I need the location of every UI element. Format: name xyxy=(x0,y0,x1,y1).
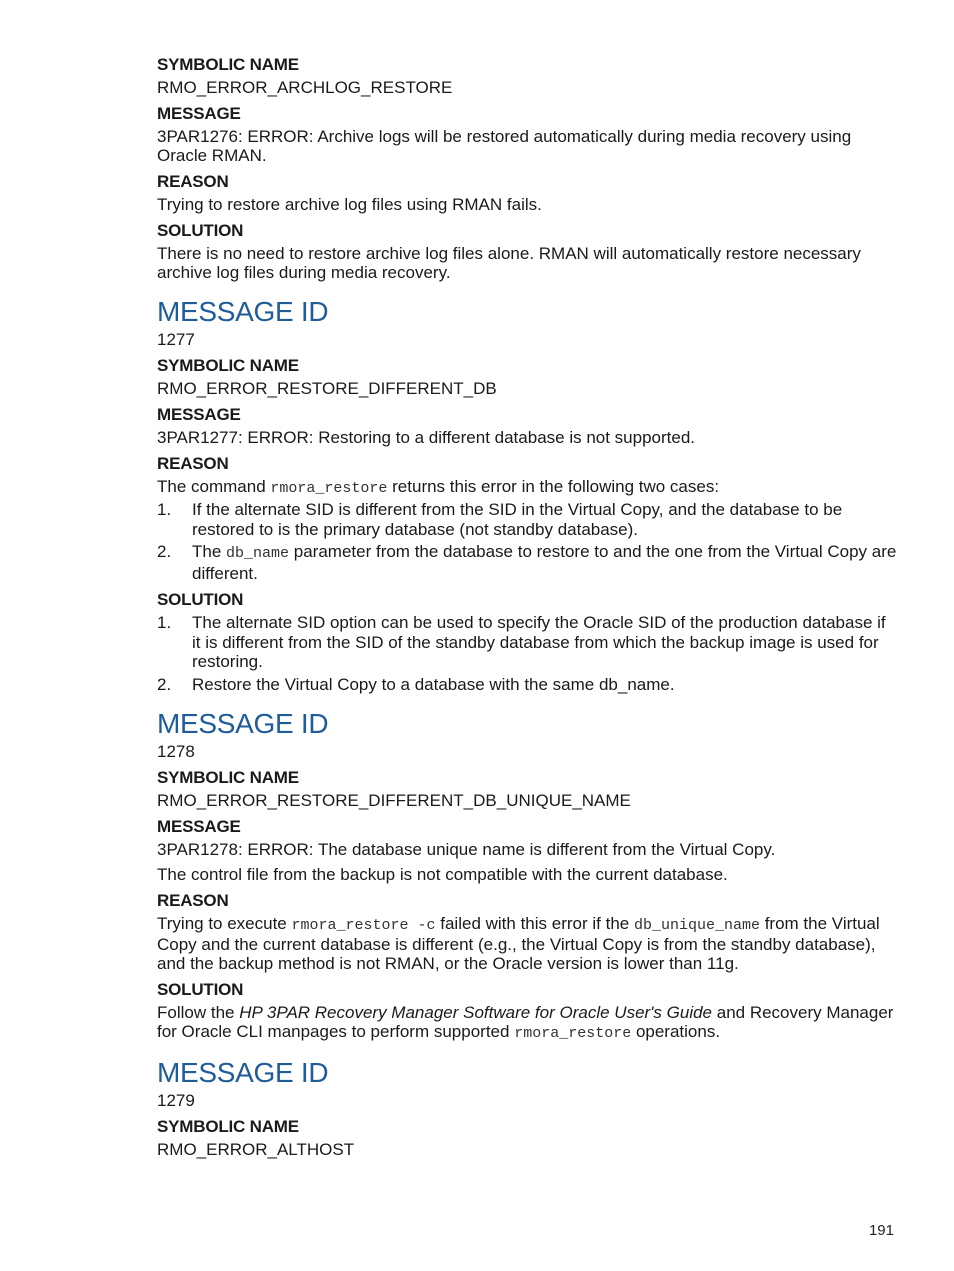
reason-text: The command rmora_restore returns this error in the following two cases: xyxy=(157,477,720,497)
symbolic-name-value: RMO_ERROR_ARCHLOG_RESTORE xyxy=(157,78,453,97)
symbolic-name-value: RMO_ERROR_RESTORE_DIFFERENT_DB xyxy=(157,379,497,398)
message-label: MESSAGE xyxy=(157,104,241,123)
message-id-value: 1279 xyxy=(157,1091,195,1110)
reason-text: Trying to restore archive log files using RMAN fails. xyxy=(157,195,542,214)
reason-label: REASON xyxy=(157,891,229,910)
reason-label: REASON xyxy=(157,454,229,473)
page-number: 191 xyxy=(868,1222,894,1239)
message-label: MESSAGE xyxy=(157,405,241,424)
message-text: 3PAR1278: ERROR: The database unique name is different from the Virtual Copy. xyxy=(157,840,776,859)
message-text-2: The control file from the backup is not compatible with the current database. xyxy=(157,865,728,884)
list-item: 1. The alternate SID option can be used to specify the Oracle SID of the production database if it is different from the SID of the standby database from which the backup image is used for restoring. xyxy=(157,613,886,671)
symbolic-name-label: SYMBOLIC NAME xyxy=(157,55,299,74)
solution-label: SOLUTION xyxy=(157,980,244,999)
list-item: 2. The db_name parameter from the database to restore to and the one from the Virtual Copy are different. xyxy=(157,542,897,583)
reason-list xyxy=(157,500,897,583)
message-text: 3PAR1276: ERROR: Archive logs will be restored automatically during media recovery using Oracle RMAN. xyxy=(157,127,852,165)
solution-label: SOLUTION xyxy=(157,590,244,609)
code-rmora-restore-c: rmora_restore -c xyxy=(291,917,436,934)
symbolic-name-value: RMO_ERROR_RESTORE_DIFFERENT_DB_UNIQUE_NAME xyxy=(157,791,631,810)
code-db-name: db_name xyxy=(226,545,290,562)
code-rmora-restore: rmora_restore xyxy=(514,1025,632,1042)
message-id-value: 1278 xyxy=(157,742,195,761)
symbolic-name-label: SYMBOLIC NAME xyxy=(157,768,299,787)
solution-text: There is no need to restore archive log files alone. RMAN will automatically restore necessary archive log files during media recovery. xyxy=(157,244,861,282)
symbolic-name-label: SYMBOLIC NAME xyxy=(157,356,299,375)
list-item: 2. Restore the Virtual Copy to a database with the same db_name. xyxy=(157,674,675,694)
code-rmora-restore: rmora_restore xyxy=(270,480,388,497)
solution-list xyxy=(157,613,897,694)
message-id-heading: MESSAGE ID xyxy=(157,296,329,327)
message-id-heading: MESSAGE ID xyxy=(157,1057,329,1088)
symbolic-name-label: SYMBOLIC NAME xyxy=(157,1117,299,1136)
message-id-value: 1277 xyxy=(157,330,195,349)
page-content xyxy=(157,54,897,1159)
reason-label: REASON xyxy=(157,172,229,191)
code-db-unique-name: db_unique_name xyxy=(633,917,760,934)
solution-label: SOLUTION xyxy=(157,221,244,240)
reason-text: Trying to execute rmora_restore -c failed with this error if the db_unique_name from the Virtual Copy and the current database is different (e.g., the Virtual Copy is from the standby database), and the backup method is not RMAN, or the Oracle version is lower than 11g. xyxy=(157,914,880,973)
list-item: 1. If the alternate SID is different from the SID in the Virtual Copy, and the database to be restored to is the primary database (not standby database). xyxy=(157,500,843,539)
message-id-heading: MESSAGE ID xyxy=(157,708,329,739)
solution-text: Follow the HP 3PAR Recovery Manager Software for Oracle User's Guide and Recovery Manager for Oracle CLI manpages to perform supported rmora_restore operations. xyxy=(157,1003,894,1042)
message-label: MESSAGE xyxy=(157,817,241,836)
symbolic-name-value: RMO_ERROR_ALTHOST xyxy=(157,1140,355,1159)
guide-title: HP 3PAR Recovery Manager Software for Oracle User's Guide xyxy=(239,1003,713,1022)
message-text: 3PAR1277: ERROR: Restoring to a different database is not supported. xyxy=(157,428,696,447)
